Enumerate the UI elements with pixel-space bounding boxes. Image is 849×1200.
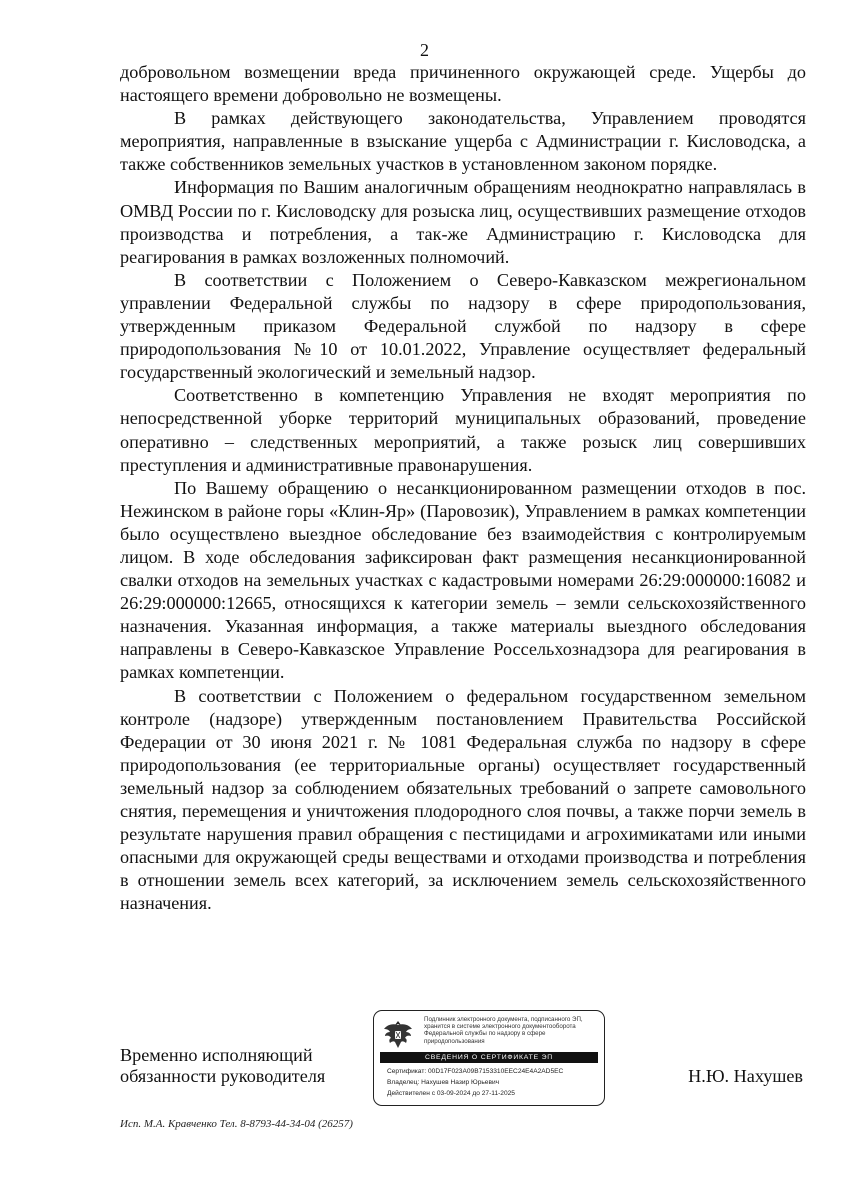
signer-name: Н.Ю. Нахушев: [688, 1066, 803, 1086]
coat-of-arms-icon: [382, 1017, 414, 1051]
paragraph-continuation: добровольном возмещении вреда причиненного окружающей среде. Ущербы до настоящего времени добровольно не возмещены.: [120, 62, 806, 106]
signatory-title-line-1: Временно исполняющий: [120, 1045, 313, 1065]
paragraph-regulation: В соответствии с Положением о Северо-Кавказском межрегиональном управлении Федеральной службы по надзору в сфере природопользования, утвержденным приказом Федеральной службой по надзору в сфере природопользования №10 от 10.01.2022, Управление осуществляет федеральный государственный экологический и земельный надзор.: [120, 269, 806, 383]
executor-note: Исп. М.А. Кравченко Тел. 8-8793-44-34-04 (26257): [120, 1118, 353, 1130]
certificate-number: Сертификат: 00D17F023A09B7153310EEC24E4A2AD5EC: [387, 1068, 564, 1075]
paragraph-competence: Соответственно в компетенцию Управления не входят мероприятия по непосредственной уборке территорий муниципальных образований, проведение оперативно – следственных мероприятий, а также розыск лиц совершивших преступления и административные правонарушения.: [120, 385, 806, 475]
paragraph-previous-appeals: Информация по Вашим аналогичным обращениям неоднократно направлялась в ОМВД России по г. Кисловодску для розыска лиц, осуществивших размещение отходов производства и потребления, а так-же Администрацию г. Кисловодска для реагирования в рамках возложенных полномочий.: [120, 177, 806, 267]
signatory-title: [120, 1045, 325, 1087]
signatory-title-line-2: обязанности руководителя: [120, 1066, 326, 1086]
paragraph-land-control: В соответствии с Положением о федеральном государственном земельном контроле (надзоре) утвержденным постановлением Правительства Российской Федерации от 30 июня 2021 г. № 1081 Федеральная служба по надзору в сфере природопользования (ее территориальные органы) осуществляет государственный земельный надзор за соблюдением обязательных требований о запрете самовольного снятия, перемещения и уничтожения плодородного слоя почвы, а также порчи земель в результате нарушения правил обращения с пестицидами и агрохимикатами или иными опасными для окружающей среды веществами и отходами производства и потребления в отношении земель всех категорий, за исключением земель сельскохозяйственного назначения.: [120, 685, 806, 914]
stamp-note: Подлинник электронного документа, подписанного ЭП, хранится в системе электронного документооборота Федеральной службы по надзору в сфере природопользования: [424, 1016, 583, 1045]
paragraph-damage-recovery: В рамках действующего законодательства, Управлением проводятся мероприятия, направленные в взыскание ущерба с Администрации г. Кисловодска, а также собственников земельных участков в установленном законом порядке.: [120, 108, 806, 175]
page-number: 2: [420, 40, 429, 60]
certificate-validity: Действителен с 03-09-2024 до 27-11-2025: [387, 1090, 515, 1097]
letter-body: [120, 61, 806, 915]
paragraph-inspection: По Вашему обращению о несанкционированном размещении отходов в пос. Нежинском в районе горы «Клин-Яр» (Паровозик), Управлением в рамках компетенции было осуществлено выездное обследование без взаимодействия с контролируемым лицом. В ходе обследования зафиксирован факт размещения несанкционированной свалки отходов на земельных участках с кадастровыми номерами 26:29:000000:16082 и 26:29:000000:12665, относящихся к категории земель – земли сельскохозяйственного назначения. Указанная информация, а также материалы выездного обследования направлены в Северо-Кавказское Управление Россельхознадзора для реагирования в рамках компетенции.: [120, 477, 806, 683]
certificate-owner: Владелец: Нахушев Назир Юрьевич: [387, 1079, 500, 1086]
stamp-header: СВЕДЕНИЯ О СЕРТИФИКАТЕ ЭП: [380, 1052, 598, 1063]
electronic-signature-stamp: [373, 1010, 605, 1106]
